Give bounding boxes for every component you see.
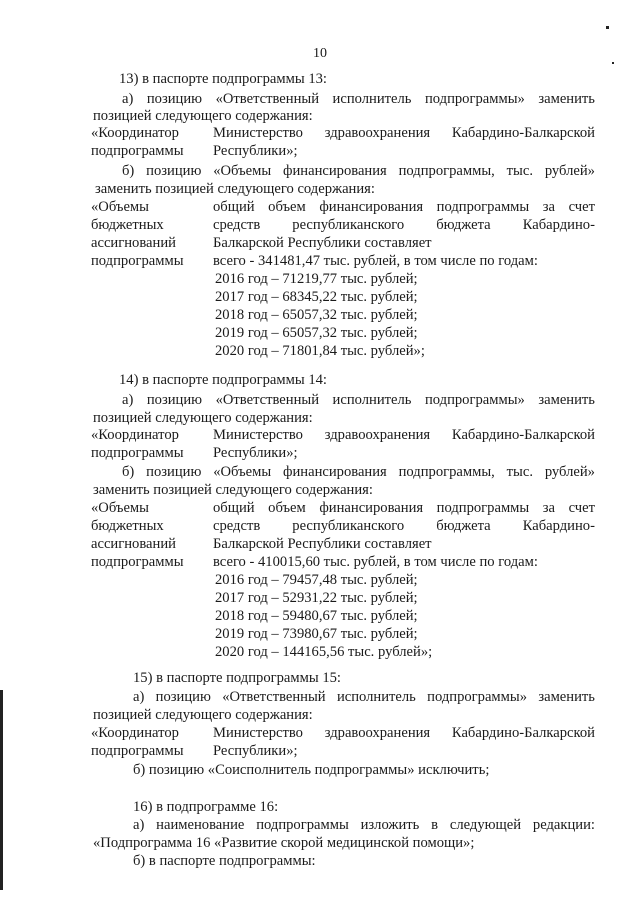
word: подпрограммы, bbox=[398, 163, 495, 179]
word: а) bbox=[122, 392, 134, 408]
section-13-fin-value bbox=[213, 198, 595, 216]
section-13-fin-label: подпрограммы bbox=[91, 253, 184, 269]
section-14-fin-label: ассигнований bbox=[91, 536, 176, 552]
word: в bbox=[431, 817, 439, 833]
word: средств bbox=[213, 518, 261, 534]
section-14-fin-label: «Объемы bbox=[91, 500, 149, 516]
word: подпрограммы bbox=[436, 500, 530, 516]
word: заменить bbox=[538, 392, 595, 408]
section-13-fin-label: «Объемы bbox=[91, 199, 149, 215]
section-14-heading: 14) в паспорте подпрограммы 14: bbox=[119, 372, 327, 388]
section-15-coord-label: подпрограммы bbox=[91, 743, 184, 759]
word: а) bbox=[133, 817, 145, 833]
section-13-item-b-tail: заменить позицией следующего содержания: bbox=[95, 181, 375, 197]
section-13-year-row: 2016 год – 71219,77 тыс. рублей; bbox=[215, 271, 418, 287]
word: подпрограммы» bbox=[424, 392, 525, 408]
word: финансирования bbox=[283, 464, 387, 480]
section-13-coord-value: Республики»; bbox=[213, 143, 298, 159]
word: «Объемы bbox=[213, 464, 272, 480]
section-14-year-row: 2017 год – 52931,22 тыс. рублей; bbox=[215, 590, 418, 606]
section-14-coord-value: Республики»; bbox=[213, 445, 298, 461]
section-14-year-row: 2016 год – 79457,48 тыс. рублей; bbox=[215, 572, 418, 588]
word: исполнитель bbox=[332, 392, 412, 408]
word: заменить bbox=[538, 91, 595, 107]
section-14-coord-label: «Координатор bbox=[91, 427, 179, 443]
word: подпрограммы bbox=[256, 817, 349, 833]
word: б) bbox=[122, 163, 135, 179]
word: заменить bbox=[538, 689, 595, 705]
word: счет bbox=[568, 500, 595, 516]
section-14-fin-total: всего - 410015,60 тыс. рублей, в том числе по годам: bbox=[213, 554, 538, 570]
word: бюджета bbox=[436, 217, 491, 233]
section-14-coord-label: подпрограммы bbox=[91, 445, 184, 461]
section-13-year-row: 2019 год – 65057,32 тыс. рублей; bbox=[215, 325, 418, 341]
word: подпрограммы bbox=[436, 199, 530, 215]
section-15-item-a bbox=[133, 688, 595, 706]
word: объем bbox=[268, 500, 306, 516]
section-13-item-a-tail: позицией следующего содержания: bbox=[93, 108, 313, 124]
section-14-fin-value: Балкарской Республики составляет bbox=[213, 536, 432, 552]
section-13-coord-label: «Координатор bbox=[91, 125, 179, 141]
section-13-fin-value: Балкарской Республики составляет bbox=[213, 235, 432, 251]
word: средств bbox=[213, 217, 261, 233]
section-13-fin-label: ассигнований bbox=[91, 235, 176, 251]
scan-edge-mark bbox=[0, 690, 3, 890]
section-16-item-a-tail: «Подпрограмма 16 «Развитие скорой медицинской помощи»; bbox=[93, 835, 475, 851]
section-15-coord-value: Республики»; bbox=[213, 743, 298, 759]
page-number: 10 bbox=[313, 46, 327, 61]
word: «Объемы bbox=[213, 163, 272, 179]
section-16-item-b: б) в паспорте подпрограммы: bbox=[133, 853, 316, 869]
section-16-item-a bbox=[133, 816, 595, 834]
word: подпрограммы» bbox=[427, 689, 528, 705]
section-15-coord-label: «Координатор bbox=[91, 725, 179, 741]
scan-mark bbox=[612, 62, 614, 64]
word: «Ответственный bbox=[215, 392, 320, 408]
section-16-heading: 16) в подпрограмме 16: bbox=[133, 799, 279, 815]
word: за bbox=[542, 500, 556, 516]
section-14-item-b-tail: заменить позицией следующего содержания: bbox=[93, 482, 373, 498]
word: здравоохранения bbox=[324, 427, 431, 443]
word: тыс. bbox=[506, 163, 533, 179]
word: Министерство bbox=[213, 125, 303, 141]
section-13-item-b bbox=[122, 162, 595, 180]
section-13-year-row: 2020 год – 71801,84 тыс. рублей»; bbox=[215, 343, 425, 359]
word: Кабардино-Балкарской bbox=[451, 725, 595, 741]
word: объем bbox=[268, 199, 306, 215]
word: позицию bbox=[146, 91, 203, 107]
section-14-fin-label: подпрограммы bbox=[91, 554, 184, 570]
word: изложить bbox=[360, 817, 420, 833]
word: Министерство bbox=[213, 725, 303, 741]
word: следующей bbox=[449, 817, 522, 833]
section-13-year-row: 2018 год – 65057,32 тыс. рублей; bbox=[215, 307, 418, 323]
section-14-fin-value bbox=[213, 499, 595, 517]
word: общий bbox=[213, 500, 255, 516]
section-14-item-b bbox=[122, 463, 595, 481]
word: Кабардино-Балкарской bbox=[451, 427, 595, 443]
section-15-heading: 15) в паспорте подпрограммы 15: bbox=[133, 670, 341, 686]
word: позицию bbox=[146, 392, 203, 408]
section-13-fin-value bbox=[213, 216, 595, 234]
section-14-item-a-tail: позицией следующего содержания: bbox=[93, 410, 313, 426]
section-15-coord-value bbox=[213, 724, 595, 742]
word: позицию bbox=[146, 464, 202, 480]
word: а) bbox=[133, 689, 145, 705]
word: позицию bbox=[155, 689, 211, 705]
scan-mark bbox=[606, 26, 609, 29]
word: б) bbox=[122, 464, 135, 480]
word: Кабардино- bbox=[522, 217, 595, 233]
word: подпрограммы, bbox=[398, 464, 495, 480]
word: «Ответственный bbox=[222, 689, 326, 705]
section-14-year-row: 2019 год – 73980,67 тыс. рублей; bbox=[215, 626, 418, 642]
word: счет bbox=[568, 199, 595, 215]
word: исполнитель bbox=[336, 689, 416, 705]
section-15-item-a-tail: позицией следующего содержания: bbox=[93, 707, 313, 723]
section-13-year-row: 2017 год – 68345,22 тыс. рублей; bbox=[215, 289, 418, 305]
section-13-fin-total: всего - 341481,47 тыс. рублей, в том числе по годам: bbox=[213, 253, 538, 269]
word: а) bbox=[122, 91, 134, 107]
word: рублей» bbox=[544, 163, 595, 179]
word: Министерство bbox=[213, 427, 303, 443]
word: тыс. bbox=[506, 464, 533, 480]
word: финансирования bbox=[319, 199, 424, 215]
section-13-heading: 13) в паспорте подпрограммы 13: bbox=[119, 71, 327, 87]
section-15-item-b: б) позицию «Соисполнитель подпрограммы» исключить; bbox=[133, 762, 490, 778]
word: редакции: bbox=[532, 817, 595, 833]
word: общий bbox=[213, 199, 255, 215]
word: республиканского bbox=[292, 518, 405, 534]
section-13-coord-label: подпрограммы bbox=[91, 143, 184, 159]
section-14-item-a bbox=[122, 391, 595, 409]
word: позицию bbox=[146, 163, 202, 179]
word: Кабардино- bbox=[522, 518, 595, 534]
section-14-year-row: 2020 год – 144165,56 тыс. рублей»; bbox=[215, 644, 433, 660]
word: рублей» bbox=[544, 464, 595, 480]
word: финансирования bbox=[319, 500, 424, 516]
word: финансирования bbox=[283, 163, 387, 179]
section-14-fin-label: бюджетных bbox=[91, 518, 164, 534]
word: здравоохранения bbox=[324, 725, 431, 741]
word: наименование bbox=[156, 817, 245, 833]
word: Кабардино-Балкарской bbox=[451, 125, 595, 141]
word: здравоохранения bbox=[324, 125, 431, 141]
section-14-year-row: 2018 год – 59480,67 тыс. рублей; bbox=[215, 608, 418, 624]
word: бюджета bbox=[436, 518, 491, 534]
word: за bbox=[542, 199, 556, 215]
word: исполнитель bbox=[332, 91, 412, 107]
word: «Ответственный bbox=[215, 91, 320, 107]
section-13-item-a bbox=[122, 90, 595, 108]
section-14-coord-value bbox=[213, 426, 595, 444]
section-13-fin-label: бюджетных bbox=[91, 217, 164, 233]
section-13-coord-value bbox=[213, 124, 595, 142]
section-14-fin-value bbox=[213, 517, 595, 535]
word: подпрограммы» bbox=[424, 91, 525, 107]
word: республиканского bbox=[292, 217, 405, 233]
